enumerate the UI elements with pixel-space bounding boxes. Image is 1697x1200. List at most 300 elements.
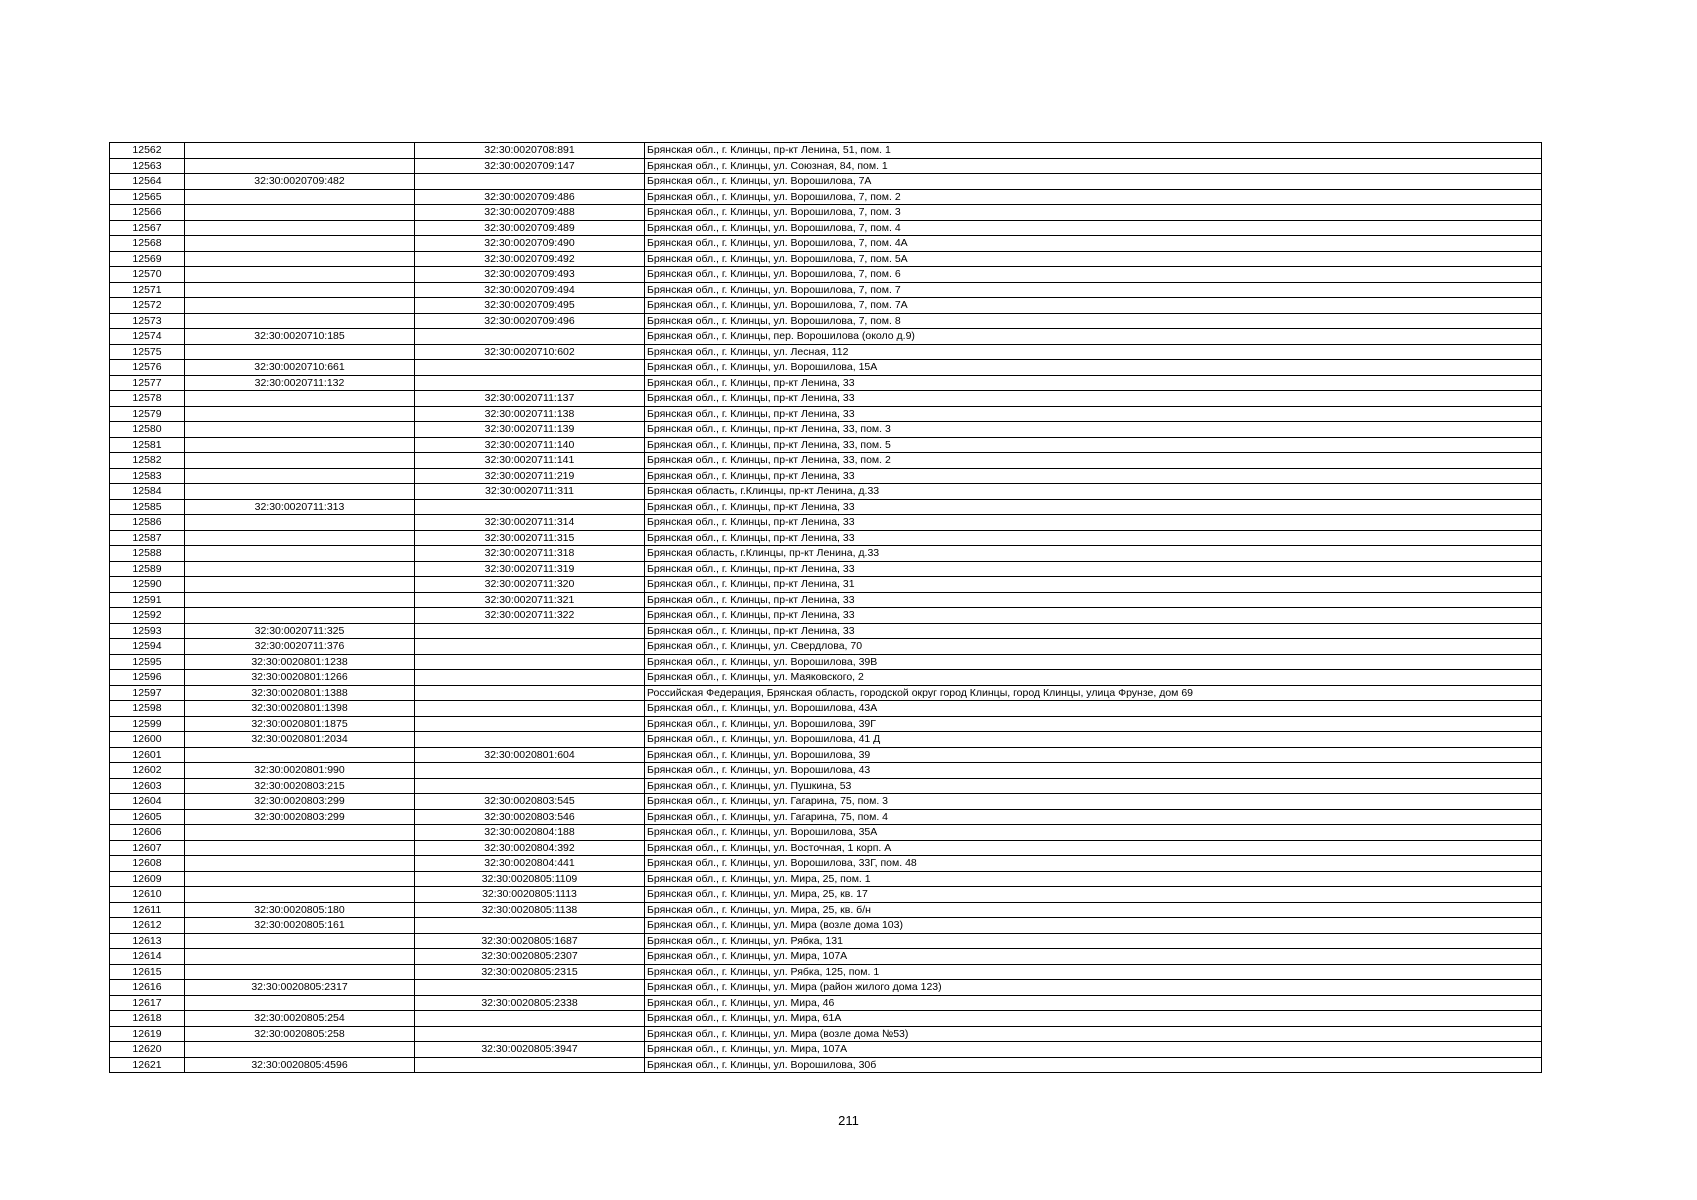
cadastral-number-cell [185,1042,415,1058]
table-row [110,794,1542,810]
table-row [110,422,1542,438]
table-row [110,360,1542,376]
address-cell: Брянская обл., г. Клинцы, пр-кт Ленина, 33 [645,375,1542,391]
address-cell: Брянская обл., г. Клинцы, ул. Мира, 25, кв. 17 [645,887,1542,903]
row-number-cell: 12567 [110,220,185,236]
address-cell: Брянская обл., г. Клинцы, ул. Ворошилова, 7, пом. 7 [645,282,1542,298]
table-row [110,437,1542,453]
table-row [110,995,1542,1011]
cadastral-number-cell [185,949,415,965]
address-cell: Брянская обл., г. Клинцы, пер. Ворошилова (около д.9) [645,329,1542,345]
object-cadastral-number-cell: 32:30:0020711:141 [415,453,645,469]
address-cell: Брянская обл., г. Клинцы, ул. Ворошилова, 7, пом. 8 [645,313,1542,329]
object-cadastral-number-cell: 32:30:0020805:2307 [415,949,645,965]
address-cell: Брянская обл., г. Клинцы, ул. Ворошилова, 7, пом. 4 [645,220,1542,236]
cadastral-number-cell: 32:30:0020711:325 [185,623,415,639]
object-cadastral-number-cell: 32:30:0020805:1138 [415,902,645,918]
row-number-cell: 12620 [110,1042,185,1058]
object-cadastral-number-cell: 32:30:0020805:2338 [415,995,645,1011]
object-cadastral-number-cell: 32:30:0020708:891 [415,143,645,159]
address-cell: Брянская обл., г. Клинцы, ул. Ворошилова, 7, пом. 7А [645,298,1542,314]
table-row [110,375,1542,391]
row-number-cell: 12581 [110,437,185,453]
row-number-cell: 12565 [110,189,185,205]
table-row [110,453,1542,469]
table-row [110,530,1542,546]
address-cell: Брянская обл., г. Клинцы, пр-кт Ленина, 33 [645,530,1542,546]
object-cadastral-number-cell [415,670,645,686]
address-cell: Брянская обл., г. Клинцы, ул. Ворошилова, 7, пом. 3 [645,205,1542,221]
table-row [110,546,1542,562]
object-cadastral-number-cell: 32:30:0020711:139 [415,422,645,438]
table-row [110,468,1542,484]
address-cell: Брянская обл., г. Клинцы, ул. Рябка, 131 [645,933,1542,949]
row-number-cell: 12615 [110,964,185,980]
table-row [110,933,1542,949]
row-number-cell: 12578 [110,391,185,407]
table-row [110,1042,1542,1058]
table-row [110,391,1542,407]
row-number-cell: 12596 [110,670,185,686]
cadastral-number-cell: 32:30:0020801:1875 [185,716,415,732]
row-number-cell: 12609 [110,871,185,887]
address-cell: Брянская обл., г. Клинцы, ул. Мира, 46 [645,995,1542,1011]
cadastral-number-cell [185,158,415,174]
row-number-cell: 12573 [110,313,185,329]
object-cadastral-number-cell: 32:30:0020709:492 [415,251,645,267]
table-row [110,143,1542,159]
object-cadastral-number-cell: 32:30:0020711:314 [415,515,645,531]
cadastral-number-cell: 32:30:0020710:185 [185,329,415,345]
object-cadastral-number-cell: 32:30:0020711:322 [415,608,645,624]
address-cell: Брянская обл., г. Клинцы, пр-кт Ленина, 51, пом. 1 [645,143,1542,159]
table-row [110,608,1542,624]
object-cadastral-number-cell: 32:30:0020709:488 [415,205,645,221]
row-number-cell: 12591 [110,592,185,608]
table-row [110,887,1542,903]
address-cell: Брянская обл., г. Клинцы, ул. Мира (возле дома №53) [645,1026,1542,1042]
row-number-cell: 12617 [110,995,185,1011]
row-number-cell: 12570 [110,267,185,283]
address-cell: Брянская обл., г. Клинцы, пр-кт Ленина, 33 [645,515,1542,531]
row-number-cell: 12568 [110,236,185,252]
row-number-cell: 12614 [110,949,185,965]
row-number-cell: 12566 [110,205,185,221]
object-cadastral-number-cell: 32:30:0020805:3947 [415,1042,645,1058]
row-number-cell: 12564 [110,174,185,190]
cadastral-number-cell: 32:30:0020801:2034 [185,732,415,748]
cadastral-number-cell [185,933,415,949]
table-row [110,282,1542,298]
row-number-cell: 12585 [110,499,185,515]
table-row [110,298,1542,314]
row-number-cell: 12563 [110,158,185,174]
table-row [110,577,1542,593]
object-cadastral-number-cell [415,980,645,996]
table-row [110,840,1542,856]
object-cadastral-number-cell [415,1057,645,1073]
row-number-cell: 12589 [110,561,185,577]
address-cell: Брянская обл., г. Клинцы, пр-кт Ленина, 33 [645,406,1542,422]
row-number-cell: 12621 [110,1057,185,1073]
object-cadastral-number-cell: 32:30:0020709:495 [415,298,645,314]
cadastral-number-cell [185,530,415,546]
row-number-cell: 12605 [110,809,185,825]
object-cadastral-number-cell: 32:30:0020803:546 [415,809,645,825]
cadastral-number-cell: 32:30:0020711:313 [185,499,415,515]
cadastral-number-cell: 32:30:0020803:215 [185,778,415,794]
address-cell: Брянская обл., г. Клинцы, ул. Мира, 25, кв. б/н [645,902,1542,918]
object-cadastral-number-cell [415,174,645,190]
object-cadastral-number-cell: 32:30:0020804:441 [415,856,645,872]
object-cadastral-number-cell: 32:30:0020711:315 [415,530,645,546]
address-cell: Брянская обл., г. Клинцы, ул. Гагарина, 75, пом. 4 [645,809,1542,825]
address-cell: Брянская обл., г. Клинцы, ул. Ворошилова, 7, пом. 4А [645,236,1542,252]
table-row [110,639,1542,655]
object-cadastral-number-cell: 32:30:0020805:1113 [415,887,645,903]
row-number-cell: 12600 [110,732,185,748]
cadastral-number-cell [185,964,415,980]
address-cell: Брянская обл., г. Клинцы, ул. Ворошилова, 39 [645,747,1542,763]
address-cell: Брянская обл., г. Клинцы, пр-кт Ленина, 33, пом. 3 [645,422,1542,438]
table-row [110,189,1542,205]
row-number-cell: 12579 [110,406,185,422]
object-cadastral-number-cell [415,763,645,779]
object-cadastral-number-cell [415,375,645,391]
address-cell: Брянская обл., г. Клинцы, ул. Ворошилова, 30б [645,1057,1542,1073]
table-row [110,949,1542,965]
row-number-cell: 12574 [110,329,185,345]
row-number-cell: 12611 [110,902,185,918]
table-row [110,406,1542,422]
object-cadastral-number-cell [415,639,645,655]
address-cell: Брянская обл., г. Клинцы, ул. Рябка, 125, пом. 1 [645,964,1542,980]
row-number-cell: 12603 [110,778,185,794]
registry-table [109,142,1542,1073]
row-number-cell: 12619 [110,1026,185,1042]
row-number-cell: 12595 [110,654,185,670]
table-row [110,809,1542,825]
table-row [110,515,1542,531]
address-cell: Брянская обл., г. Клинцы, ул. Мира, 25, пом. 1 [645,871,1542,887]
table-row [110,918,1542,934]
address-cell: Брянская обл., г. Клинцы, ул. Ворошилова, 35А [645,825,1542,841]
row-number-cell: 12610 [110,887,185,903]
address-cell: Брянская обл., г. Клинцы, пр-кт Ленина, 33 [645,499,1542,515]
cadastral-number-cell [185,484,415,500]
object-cadastral-number-cell: 32:30:0020711:138 [415,406,645,422]
object-cadastral-number-cell: 32:30:0020803:545 [415,794,645,810]
cadastral-number-cell [185,267,415,283]
object-cadastral-number-cell: 32:30:0020801:604 [415,747,645,763]
cadastral-number-cell [185,298,415,314]
object-cadastral-number-cell [415,778,645,794]
cadastral-number-cell [185,825,415,841]
address-cell: Брянская обл., г. Клинцы, ул. Лесная, 112 [645,344,1542,360]
object-cadastral-number-cell: 32:30:0020709:494 [415,282,645,298]
cadastral-number-cell [185,608,415,624]
cadastral-number-cell: 32:30:0020801:990 [185,763,415,779]
cadastral-number-cell [185,220,415,236]
object-cadastral-number-cell [415,1026,645,1042]
address-cell: Брянская обл., г. Клинцы, ул. Мира (возле дома 103) [645,918,1542,934]
table-row [110,484,1542,500]
table-row [110,732,1542,748]
row-number-cell: 12598 [110,701,185,717]
row-number-cell: 12597 [110,685,185,701]
cadastral-number-cell [185,205,415,221]
cadastral-number-cell [185,391,415,407]
table-row [110,561,1542,577]
address-cell: Брянская область, г.Клинцы, пр-кт Ленина, д.33 [645,546,1542,562]
table-row [110,964,1542,980]
table-row [110,685,1542,701]
cadastral-number-cell: 32:30:0020801:1398 [185,701,415,717]
object-cadastral-number-cell [415,499,645,515]
row-number-cell: 12601 [110,747,185,763]
address-cell: Брянская обл., г. Клинцы, пр-кт Ленина, 33 [645,608,1542,624]
object-cadastral-number-cell: 32:30:0020711:320 [415,577,645,593]
row-number-cell: 12572 [110,298,185,314]
table-row [110,592,1542,608]
row-number-cell: 12592 [110,608,185,624]
address-cell: Брянская обл., г. Клинцы, пр-кт Ленина, 33 [645,623,1542,639]
cadastral-number-cell: 32:30:0020805:161 [185,918,415,934]
table-row [110,251,1542,267]
cadastral-number-cell: 32:30:0020709:482 [185,174,415,190]
address-cell: Брянская обл., г. Клинцы, ул. Мира, 61А [645,1011,1542,1027]
cadastral-number-cell [185,747,415,763]
table-row [110,313,1542,329]
cadastral-number-cell [185,592,415,608]
row-number-cell: 12577 [110,375,185,391]
row-number-cell: 12584 [110,484,185,500]
table-row [110,763,1542,779]
row-number-cell: 12576 [110,360,185,376]
table-row [110,1057,1542,1073]
address-cell: Брянская обл., г. Клинцы, ул. Ворошилова, 41 Д [645,732,1542,748]
address-cell: Брянская обл., г. Клинцы, пр-кт Ленина, 31 [645,577,1542,593]
object-cadastral-number-cell: 32:30:0020711:137 [415,391,645,407]
registry-table-body [110,143,1542,1073]
object-cadastral-number-cell: 32:30:0020805:1687 [415,933,645,949]
address-cell: Брянская обл., г. Клинцы, ул. Ворошилова, 43А [645,701,1542,717]
cadastral-number-cell: 32:30:0020801:1238 [185,654,415,670]
table-row [110,220,1542,236]
address-cell: Брянская обл., г. Клинцы, ул. Ворошилова, 39Г [645,716,1542,732]
table-row [110,205,1542,221]
object-cadastral-number-cell: 32:30:0020711:318 [415,546,645,562]
cadastral-number-cell [185,143,415,159]
cadastral-number-cell [185,871,415,887]
page-number: 211 [838,1113,859,1128]
table-row [110,670,1542,686]
table-row [110,499,1542,515]
object-cadastral-number-cell [415,685,645,701]
object-cadastral-number-cell: 32:30:0020709:493 [415,267,645,283]
address-cell: Брянская обл., г. Клинцы, ул. Ворошилова, 39В [645,654,1542,670]
cadastral-number-cell [185,887,415,903]
address-cell: Брянская обл., г. Клинцы, ул. Мира, 107А [645,1042,1542,1058]
address-cell: Брянская обл., г. Клинцы, ул. Пушкина, 53 [645,778,1542,794]
cadastral-number-cell [185,995,415,1011]
address-cell: Брянская обл., г. Клинцы, ул. Ворошилова, 43 [645,763,1542,779]
object-cadastral-number-cell: 32:30:0020709:496 [415,313,645,329]
table-row [110,902,1542,918]
cadastral-number-cell [185,561,415,577]
row-number-cell: 12586 [110,515,185,531]
cadastral-number-cell [185,406,415,422]
object-cadastral-number-cell [415,360,645,376]
cadastral-number-cell: 32:30:0020711:132 [185,375,415,391]
address-cell: Брянская обл., г. Клинцы, ул. Ворошилова, 33Г, пом. 48 [645,856,1542,872]
address-cell: Брянская обл., г. Клинцы, пр-кт Ленина, 33 [645,391,1542,407]
address-cell: Брянская обл., г. Клинцы, ул. Восточная, 1 корп. А [645,840,1542,856]
row-number-cell: 12618 [110,1011,185,1027]
address-cell: Брянская обл., г. Клинцы, ул. Свердлова, 70 [645,639,1542,655]
cadastral-number-cell [185,251,415,267]
object-cadastral-number-cell [415,716,645,732]
row-number-cell: 12594 [110,639,185,655]
row-number-cell: 12616 [110,980,185,996]
cadastral-number-cell [185,437,415,453]
cadastral-number-cell: 32:30:0020805:254 [185,1011,415,1027]
cadastral-number-cell: 32:30:0020711:376 [185,639,415,655]
row-number-cell: 12582 [110,453,185,469]
address-cell: Брянская обл., г. Клинцы, пр-кт Ленина, 33, пом. 2 [645,453,1542,469]
cadastral-number-cell: 32:30:0020803:299 [185,809,415,825]
object-cadastral-number-cell: 32:30:0020805:2315 [415,964,645,980]
cadastral-number-cell: 32:30:0020805:180 [185,902,415,918]
object-cadastral-number-cell: 32:30:0020711:140 [415,437,645,453]
address-cell: Брянская обл., г. Клинцы, ул. Ворошилова, 15А [645,360,1542,376]
object-cadastral-number-cell [415,329,645,345]
table-row [110,329,1542,345]
cadastral-number-cell: 32:30:0020805:4596 [185,1057,415,1073]
object-cadastral-number-cell: 32:30:0020709:486 [415,189,645,205]
address-cell: Брянская обл., г. Клинцы, пр-кт Ленина, 33 [645,592,1542,608]
object-cadastral-number-cell: 32:30:0020709:489 [415,220,645,236]
table-row [110,747,1542,763]
address-cell: Брянская обл., г. Клинцы, ул. Гагарина, 75, пом. 3 [645,794,1542,810]
table-row [110,654,1542,670]
row-number-cell: 12612 [110,918,185,934]
object-cadastral-number-cell [415,918,645,934]
table-row [110,716,1542,732]
address-cell: Брянская обл., г. Клинцы, ул. Ворошилова, 7А [645,174,1542,190]
table-row [110,980,1542,996]
table-row [110,871,1542,887]
address-cell: Брянская обл., г. Клинцы, ул. Маяковского, 2 [645,670,1542,686]
row-number-cell: 12613 [110,933,185,949]
object-cadastral-number-cell: 32:30:0020711:321 [415,592,645,608]
cadastral-number-cell: 32:30:0020805:2317 [185,980,415,996]
object-cadastral-number-cell [415,654,645,670]
address-cell: Брянская обл., г. Клинцы, ул. Ворошилова, 7, пом. 2 [645,189,1542,205]
address-cell: Брянская обл., г. Клинцы, пр-кт Ленина, 33, пом. 5 [645,437,1542,453]
row-number-cell: 12606 [110,825,185,841]
row-number-cell: 12569 [110,251,185,267]
object-cadastral-number-cell: 32:30:0020709:147 [415,158,645,174]
table-row [110,344,1542,360]
row-number-cell: 12607 [110,840,185,856]
object-cadastral-number-cell: 32:30:0020711:319 [415,561,645,577]
row-number-cell: 12580 [110,422,185,438]
row-number-cell: 12571 [110,282,185,298]
row-number-cell: 12562 [110,143,185,159]
object-cadastral-number-cell [415,701,645,717]
cadastral-number-cell: 32:30:0020803:299 [185,794,415,810]
cadastral-number-cell: 32:30:0020710:661 [185,360,415,376]
cadastral-number-cell [185,468,415,484]
object-cadastral-number-cell [415,732,645,748]
cadastral-number-cell [185,515,415,531]
row-number-cell: 12575 [110,344,185,360]
address-cell: Брянская обл., г. Клинцы, ул. Мира, 107А [645,949,1542,965]
row-number-cell: 12602 [110,763,185,779]
cadastral-number-cell [185,236,415,252]
object-cadastral-number-cell [415,1011,645,1027]
cadastral-number-cell [185,577,415,593]
cadastral-number-cell [185,546,415,562]
cadastral-number-cell: 32:30:0020805:258 [185,1026,415,1042]
address-cell: Брянская обл., г. Клинцы, ул. Союзная, 84, пом. 1 [645,158,1542,174]
address-cell: Брянская обл., г. Клинцы, пр-кт Ленина, 33 [645,561,1542,577]
row-number-cell: 12604 [110,794,185,810]
cadastral-number-cell [185,313,415,329]
row-number-cell: 12587 [110,530,185,546]
table-row [110,778,1542,794]
table-row [110,236,1542,252]
address-cell: Брянская область, г.Клинцы, пр-кт Ленина, д.33 [645,484,1542,500]
object-cadastral-number-cell: 32:30:0020711:219 [415,468,645,484]
table-row [110,267,1542,283]
object-cadastral-number-cell: 32:30:0020804:392 [415,840,645,856]
cadastral-number-cell [185,189,415,205]
table-row [110,856,1542,872]
row-number-cell: 12588 [110,546,185,562]
object-cadastral-number-cell [415,623,645,639]
table-row [110,1026,1542,1042]
table-row [110,825,1542,841]
row-number-cell: 12590 [110,577,185,593]
row-number-cell: 12599 [110,716,185,732]
table-row [110,701,1542,717]
object-cadastral-number-cell: 32:30:0020804:188 [415,825,645,841]
row-number-cell: 12608 [110,856,185,872]
address-cell: Брянская обл., г. Клинцы, пр-кт Ленина, 33 [645,468,1542,484]
table-row [110,174,1542,190]
cadastral-number-cell: 32:30:0020801:1266 [185,670,415,686]
cadastral-number-cell [185,282,415,298]
address-cell: Брянская обл., г. Клинцы, ул. Ворошилова, 7, пом. 6 [645,267,1542,283]
address-cell: Российская Федерация, Брянская область, городской округ город Клинцы, город Клинцы, улица Фрунзе, дом 69 [645,685,1542,701]
cadastral-number-cell [185,840,415,856]
row-number-cell: 12583 [110,468,185,484]
object-cadastral-number-cell: 32:30:0020805:1109 [415,871,645,887]
cadastral-number-cell [185,422,415,438]
table-row [110,623,1542,639]
address-cell: Брянская обл., г. Клинцы, ул. Мира (район жилого дома 123) [645,980,1542,996]
cadastral-number-cell [185,856,415,872]
cadastral-number-cell: 32:30:0020801:1388 [185,685,415,701]
cadastral-number-cell [185,453,415,469]
table-row [110,158,1542,174]
address-cell: Брянская обл., г. Клинцы, ул. Ворошилова, 7, пом. 5А [645,251,1542,267]
table-row [110,1011,1542,1027]
object-cadastral-number-cell: 32:30:0020709:490 [415,236,645,252]
object-cadastral-number-cell: 32:30:0020711:311 [415,484,645,500]
